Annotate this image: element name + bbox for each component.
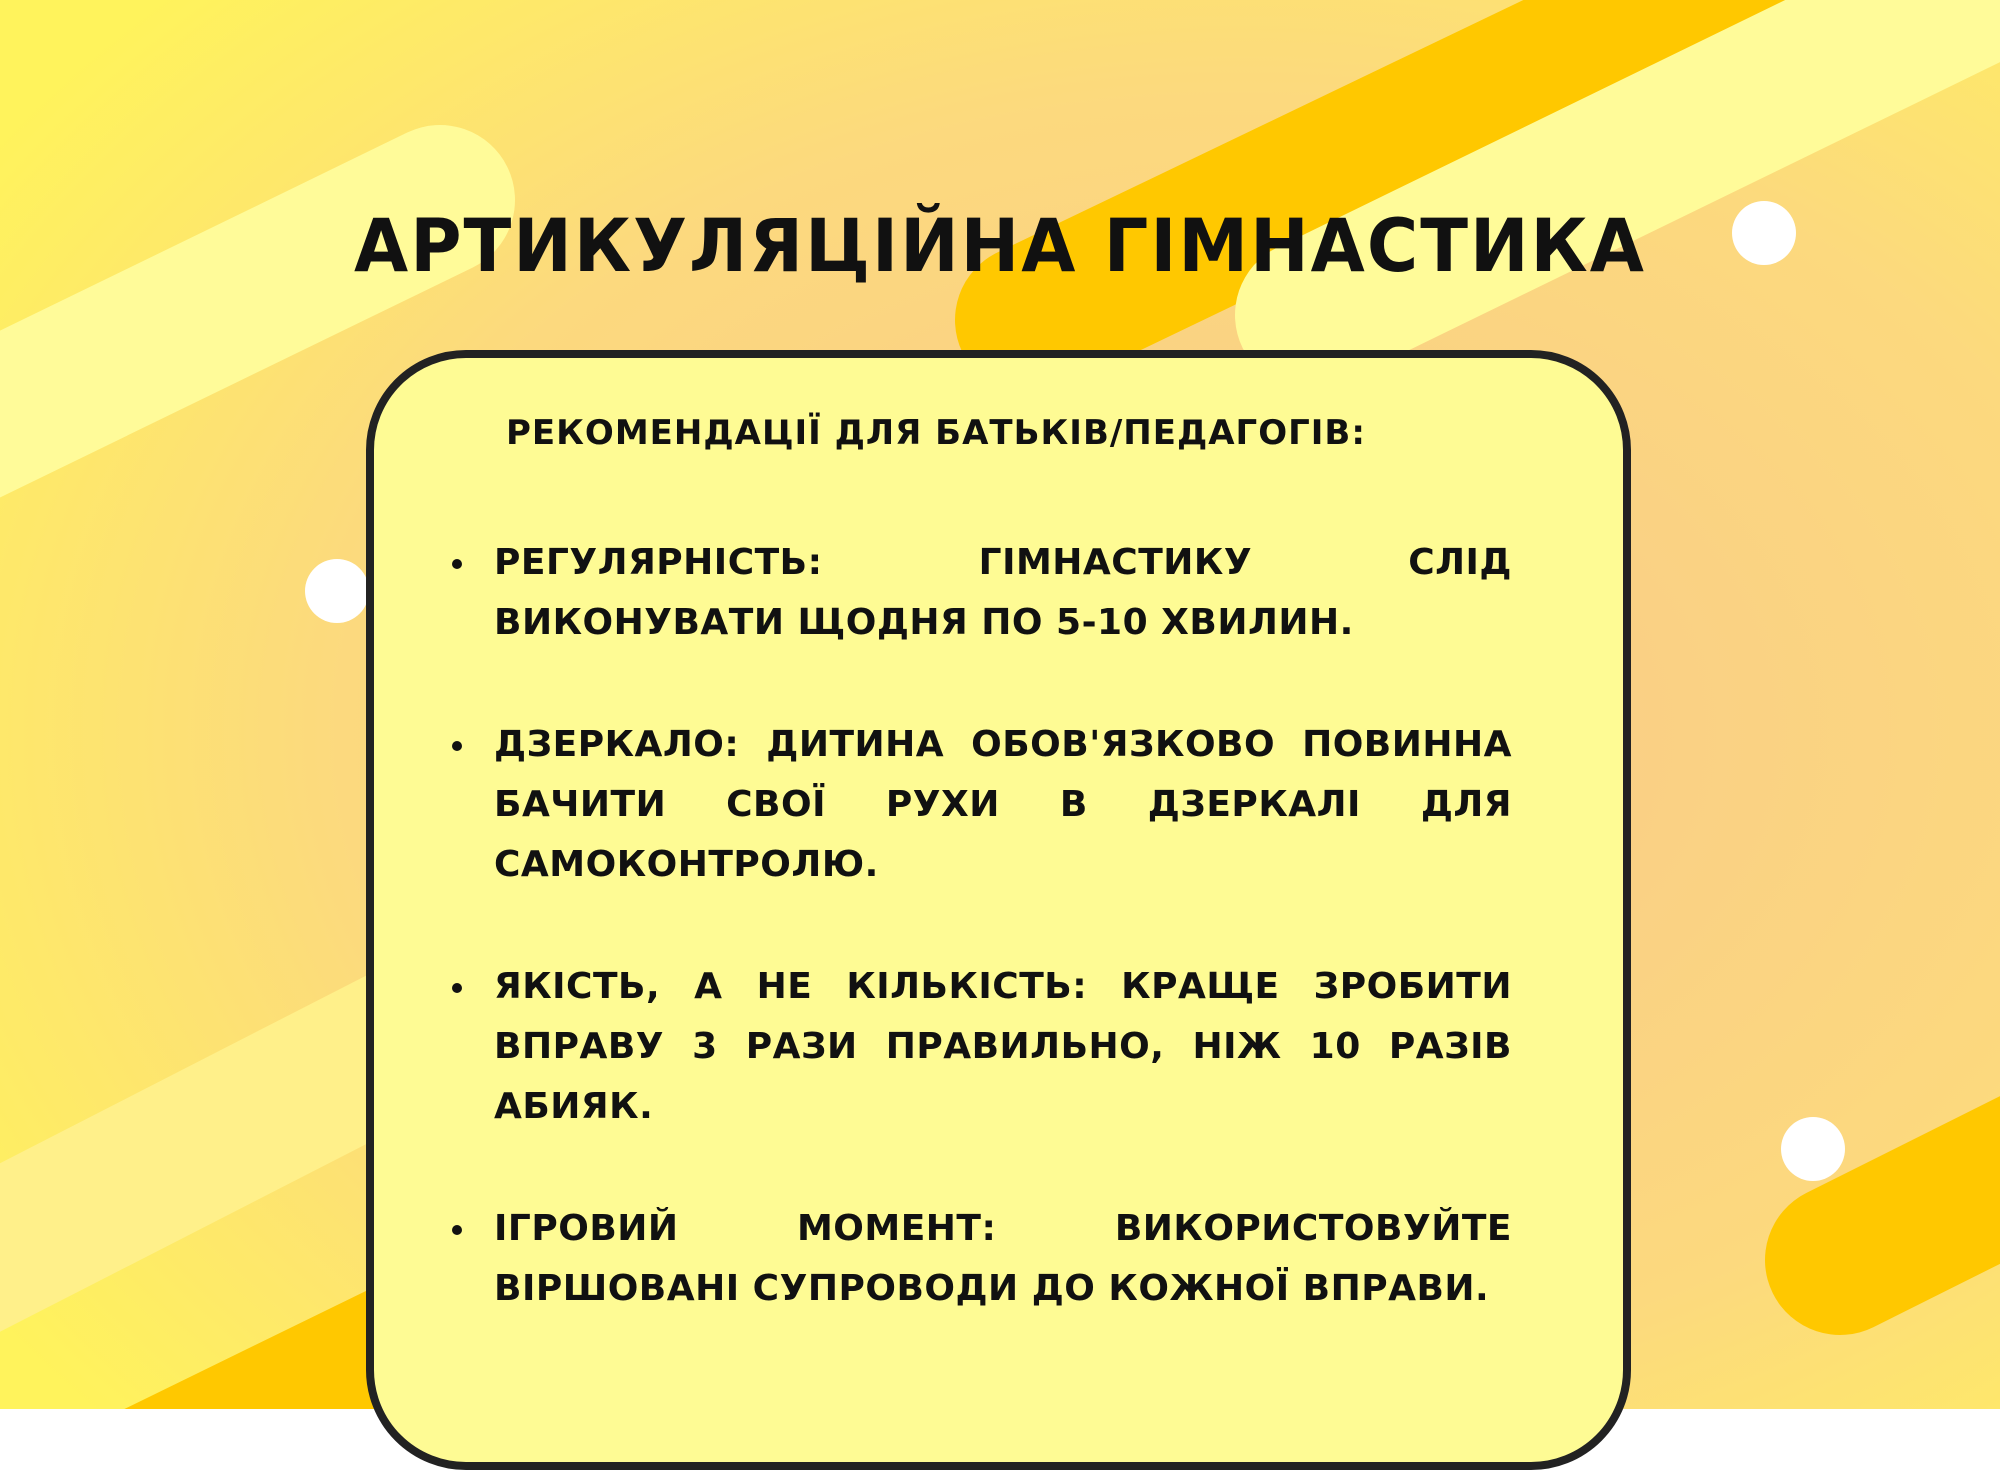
- list-item: [452, 715, 1512, 895]
- page-title: АРТИКУЛЯЦІЙНА ГІМНАСТИКА: [354, 202, 1646, 290]
- decor-circle: [305, 559, 369, 623]
- list-item-text: РЕГУЛЯРНІСТЬ: ГІМНАСТИКУ СЛІД ВИКОНУВАТИ ЩОДНЯ ПО 5-10 ХВИЛИН.: [494, 542, 1512, 643]
- list-item-text: ІГРОВИЙ МОМЕНТ: ВИКОРИСТОВУЙТЕ ВІРШОВАНІ СУПРОВОДИ ДО КОЖНОЇ ВПРАВИ.: [494, 1208, 1512, 1309]
- list-item: [452, 957, 1512, 1137]
- recommendations-list: [452, 533, 1512, 1381]
- list-item: [452, 1199, 1512, 1319]
- bullet-icon: [452, 559, 462, 569]
- decor-circle: [1781, 1117, 1845, 1181]
- bullet-icon: [452, 1225, 462, 1235]
- recommendations-card: [366, 350, 1631, 1470]
- list-item-text: ДЗЕРКАЛО: ДИТИНА ОБОВ'ЯЗКОВО ПОВИННА БАЧИТИ СВОЇ РУХИ В ДЗЕРКАЛІ ДЛЯ САМОКОНТРОЛЮ.: [494, 724, 1512, 885]
- list-item-text: ЯКІСТЬ, А НЕ КІЛЬКІСТЬ: КРАЩЕ ЗРОБИТИ ВПРАВУ 3 РАЗИ ПРАВИЛЬНО, НІЖ 10 РАЗІВ АБИЯК.: [494, 966, 1512, 1127]
- bullet-icon: [452, 741, 462, 751]
- card-subtitle: РЕКОМЕНДАЦІЇ ДЛЯ БАТЬКІВ/ПЕДАГОГІВ:: [506, 413, 1366, 453]
- list-item: [452, 533, 1512, 653]
- bullet-icon: [452, 983, 462, 993]
